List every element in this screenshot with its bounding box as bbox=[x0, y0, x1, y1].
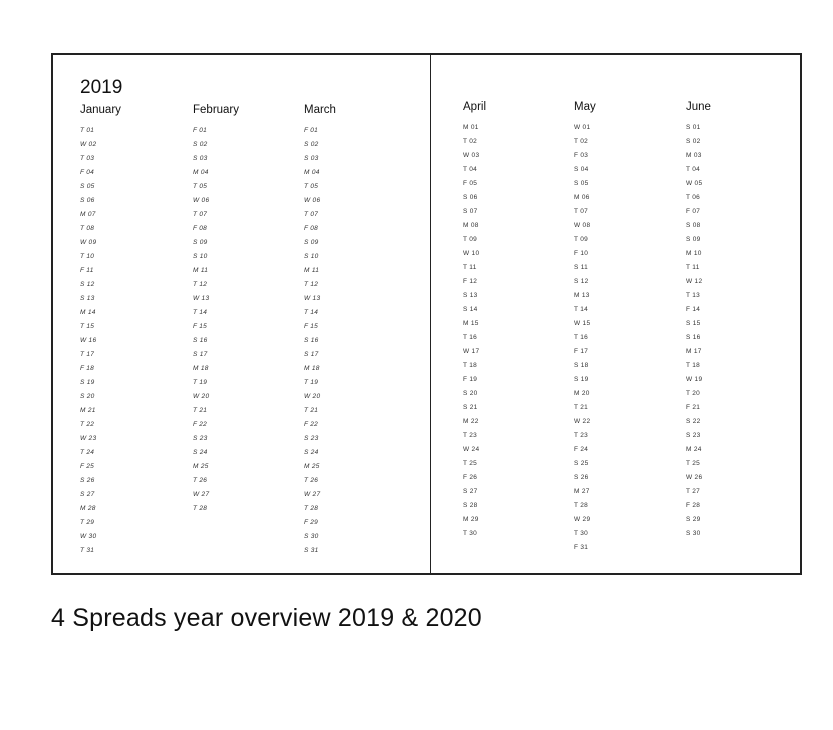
day-entry: T 19 bbox=[193, 379, 208, 386]
day-entry: S 30 bbox=[686, 530, 701, 537]
day-entry: W 22 bbox=[574, 418, 591, 425]
day-entry: F 01 bbox=[304, 127, 319, 134]
year-title: 2019 bbox=[80, 77, 123, 98]
day-entry: W 24 bbox=[463, 446, 480, 453]
day-entry: M 29 bbox=[463, 516, 479, 523]
day-entry: T 16 bbox=[463, 334, 478, 341]
day-entry: T 11 bbox=[686, 264, 700, 271]
day-entry: T 21 bbox=[574, 404, 589, 411]
day-entry: W 03 bbox=[463, 152, 480, 159]
page-fold-divider bbox=[430, 55, 431, 573]
month-column bbox=[193, 104, 303, 516]
day-entry: S 10 bbox=[193, 253, 208, 260]
month-name: February bbox=[193, 104, 240, 116]
day-entry: S 18 bbox=[574, 362, 589, 369]
day-entry: W 15 bbox=[574, 320, 591, 327]
day-entry: F 31 bbox=[574, 544, 589, 551]
day-entry: T 28 bbox=[193, 505, 208, 512]
day-entry: S 26 bbox=[80, 477, 95, 484]
day-entry: S 15 bbox=[686, 320, 701, 327]
day-entry: T 15 bbox=[80, 323, 95, 330]
day-entry: W 09 bbox=[80, 239, 97, 246]
month-column bbox=[574, 101, 684, 555]
day-entry: S 20 bbox=[463, 390, 478, 397]
month-column bbox=[463, 101, 573, 541]
day-entry: T 01 bbox=[80, 127, 95, 134]
month-name: June bbox=[686, 101, 711, 113]
day-entry: T 30 bbox=[574, 530, 589, 537]
day-entry: W 10 bbox=[463, 250, 480, 257]
day-entry: S 14 bbox=[463, 306, 478, 313]
day-entry: M 21 bbox=[80, 407, 96, 414]
day-entry: F 15 bbox=[304, 323, 319, 330]
day-entry: M 25 bbox=[193, 463, 209, 470]
day-entry: S 02 bbox=[686, 138, 701, 145]
day-entry: S 04 bbox=[574, 166, 589, 173]
day-entry: T 21 bbox=[304, 407, 319, 414]
day-entry: F 03 bbox=[574, 152, 589, 159]
day-entry: F 21 bbox=[686, 404, 701, 411]
day-entry: F 08 bbox=[193, 225, 208, 232]
day-entry: W 17 bbox=[463, 348, 480, 355]
day-entry: F 11 bbox=[80, 267, 94, 274]
day-entry: T 14 bbox=[193, 309, 208, 316]
day-entry: M 14 bbox=[80, 309, 96, 316]
day-entry: S 19 bbox=[80, 379, 95, 386]
day-entry: T 28 bbox=[574, 502, 589, 509]
day-entry: T 23 bbox=[574, 432, 589, 439]
day-entry: M 04 bbox=[304, 169, 320, 176]
day-entry: S 16 bbox=[193, 337, 208, 344]
day-entry: M 07 bbox=[80, 211, 96, 218]
day-entry: T 05 bbox=[304, 183, 319, 190]
day-entry: W 06 bbox=[193, 197, 210, 204]
day-entry: M 01 bbox=[463, 124, 479, 131]
day-entry: T 07 bbox=[193, 211, 208, 218]
day-entry: S 31 bbox=[304, 547, 319, 554]
day-list bbox=[304, 124, 414, 558]
day-entry: M 25 bbox=[304, 463, 320, 470]
day-entry: M 04 bbox=[193, 169, 209, 176]
month-name: January bbox=[80, 104, 121, 116]
day-list bbox=[80, 124, 190, 558]
day-entry: T 09 bbox=[574, 236, 589, 243]
day-entry: S 28 bbox=[463, 502, 478, 509]
day-entry: T 07 bbox=[304, 211, 319, 218]
day-entry: T 03 bbox=[80, 155, 95, 162]
day-entry: M 13 bbox=[574, 292, 590, 299]
month-name: March bbox=[304, 104, 336, 116]
day-entry: T 30 bbox=[463, 530, 478, 537]
day-entry: W 13 bbox=[304, 295, 321, 302]
day-entry: M 20 bbox=[574, 390, 590, 397]
day-entry: S 23 bbox=[686, 432, 701, 439]
day-entry: W 12 bbox=[686, 278, 703, 285]
day-entry: F 05 bbox=[463, 180, 478, 187]
day-entry: S 08 bbox=[686, 222, 701, 229]
day-entry: F 18 bbox=[80, 365, 95, 372]
day-entry: T 11 bbox=[463, 264, 477, 271]
day-entry: T 28 bbox=[304, 505, 319, 512]
day-entry: F 28 bbox=[686, 502, 701, 509]
day-entry: T 10 bbox=[80, 253, 95, 260]
day-entry: S 17 bbox=[304, 351, 319, 358]
day-entry: W 26 bbox=[686, 474, 703, 481]
day-entry: M 15 bbox=[463, 320, 479, 327]
day-entry: W 27 bbox=[304, 491, 321, 498]
day-entry: T 09 bbox=[463, 236, 478, 243]
day-entry: F 29 bbox=[304, 519, 319, 526]
day-entry: S 09 bbox=[304, 239, 319, 246]
day-entry: S 13 bbox=[80, 295, 95, 302]
day-entry: S 23 bbox=[304, 435, 319, 442]
day-entry: T 25 bbox=[463, 460, 478, 467]
calendar-spread bbox=[51, 53, 802, 575]
day-entry: F 01 bbox=[193, 127, 208, 134]
day-entry: S 01 bbox=[686, 124, 701, 131]
day-entry: T 02 bbox=[574, 138, 589, 145]
day-entry: S 22 bbox=[686, 418, 701, 425]
day-entry: S 06 bbox=[463, 194, 478, 201]
day-entry: F 26 bbox=[463, 474, 478, 481]
day-entry: T 12 bbox=[304, 281, 319, 288]
day-entry: S 03 bbox=[193, 155, 208, 162]
day-entry: T 02 bbox=[463, 138, 478, 145]
day-entry: F 04 bbox=[80, 169, 95, 176]
day-entry: T 25 bbox=[686, 460, 701, 467]
day-entry: T 18 bbox=[463, 362, 478, 369]
day-entry: S 02 bbox=[304, 141, 319, 148]
day-entry: T 07 bbox=[574, 208, 589, 215]
day-list bbox=[574, 121, 684, 555]
day-entry: T 21 bbox=[193, 407, 208, 414]
day-entry: S 05 bbox=[574, 180, 589, 187]
caption: 4 Spreads year overview 2019 & 2020 bbox=[51, 604, 482, 632]
day-entry: S 21 bbox=[463, 404, 478, 411]
day-entry: S 05 bbox=[80, 183, 95, 190]
day-entry: F 22 bbox=[304, 421, 319, 428]
day-entry: W 08 bbox=[574, 222, 591, 229]
day-entry: W 30 bbox=[80, 533, 97, 540]
day-entry: M 06 bbox=[574, 194, 590, 201]
day-entry: T 18 bbox=[686, 362, 701, 369]
day-entry: T 17 bbox=[80, 351, 95, 358]
month-name: April bbox=[463, 101, 487, 113]
day-entry: F 22 bbox=[193, 421, 208, 428]
day-entry: S 24 bbox=[193, 449, 208, 456]
month-column bbox=[80, 104, 190, 558]
day-entry: F 08 bbox=[304, 225, 319, 232]
day-entry: S 26 bbox=[574, 474, 589, 481]
day-entry: S 19 bbox=[574, 376, 589, 383]
day-entry: S 16 bbox=[686, 334, 701, 341]
day-entry: M 18 bbox=[193, 365, 209, 372]
day-entry: W 01 bbox=[574, 124, 591, 131]
day-entry: T 19 bbox=[304, 379, 319, 386]
day-entry: M 22 bbox=[463, 418, 479, 425]
day-entry: W 29 bbox=[574, 516, 591, 523]
day-entry: S 17 bbox=[193, 351, 208, 358]
day-entry: T 20 bbox=[686, 390, 701, 397]
day-entry: S 13 bbox=[463, 292, 478, 299]
day-entry: M 24 bbox=[686, 446, 702, 453]
day-entry: F 15 bbox=[193, 323, 208, 330]
day-entry: T 08 bbox=[80, 225, 95, 232]
month-name: May bbox=[574, 101, 596, 113]
day-entry: T 26 bbox=[193, 477, 208, 484]
day-entry: T 12 bbox=[193, 281, 208, 288]
month-column bbox=[304, 104, 414, 558]
day-entry: T 27 bbox=[686, 488, 701, 495]
day-entry: S 12 bbox=[80, 281, 95, 288]
day-entry: S 09 bbox=[686, 236, 701, 243]
day-entry: T 31 bbox=[80, 547, 95, 554]
day-entry: S 16 bbox=[304, 337, 319, 344]
day-entry: W 05 bbox=[686, 180, 703, 187]
day-entry: W 20 bbox=[193, 393, 210, 400]
day-entry: T 14 bbox=[304, 309, 319, 316]
day-entry: W 16 bbox=[80, 337, 97, 344]
day-list bbox=[463, 121, 573, 541]
day-entry: F 10 bbox=[574, 250, 589, 257]
day-entry: T 05 bbox=[193, 183, 208, 190]
day-entry: S 06 bbox=[80, 197, 95, 204]
day-entry: S 03 bbox=[304, 155, 319, 162]
day-entry: S 27 bbox=[80, 491, 95, 498]
day-entry: T 16 bbox=[574, 334, 589, 341]
day-entry: M 17 bbox=[686, 348, 702, 355]
day-entry: S 10 bbox=[304, 253, 319, 260]
day-entry: W 19 bbox=[686, 376, 703, 383]
day-entry: W 06 bbox=[304, 197, 321, 204]
day-entry: S 07 bbox=[463, 208, 478, 215]
day-entry: S 25 bbox=[574, 460, 589, 467]
day-list bbox=[686, 121, 796, 541]
day-entry: T 29 bbox=[80, 519, 95, 526]
day-entry: M 11 bbox=[193, 267, 209, 274]
day-entry: S 02 bbox=[193, 141, 208, 148]
day-entry: M 03 bbox=[686, 152, 702, 159]
day-entry: S 12 bbox=[574, 278, 589, 285]
day-entry: M 27 bbox=[574, 488, 590, 495]
day-entry: S 09 bbox=[193, 239, 208, 246]
day-entry: M 18 bbox=[304, 365, 320, 372]
day-entry: M 11 bbox=[304, 267, 320, 274]
day-entry: F 12 bbox=[463, 278, 478, 285]
day-entry: M 08 bbox=[463, 222, 479, 229]
day-entry: F 19 bbox=[463, 376, 478, 383]
month-column bbox=[686, 101, 796, 541]
day-entry: W 02 bbox=[80, 141, 97, 148]
day-entry: T 14 bbox=[574, 306, 589, 313]
day-entry: W 23 bbox=[80, 435, 97, 442]
day-entry: T 22 bbox=[80, 421, 95, 428]
day-entry: S 23 bbox=[193, 435, 208, 442]
day-entry: S 20 bbox=[80, 393, 95, 400]
day-entry: S 24 bbox=[304, 449, 319, 456]
day-entry: T 04 bbox=[463, 166, 478, 173]
day-entry: T 13 bbox=[686, 292, 701, 299]
day-entry: S 29 bbox=[686, 516, 701, 523]
day-entry: M 28 bbox=[80, 505, 96, 512]
day-entry: M 10 bbox=[686, 250, 702, 257]
day-entry: T 06 bbox=[686, 194, 701, 201]
day-list bbox=[193, 124, 303, 516]
day-entry: W 20 bbox=[304, 393, 321, 400]
day-entry: S 27 bbox=[463, 488, 478, 495]
day-entry: F 07 bbox=[686, 208, 701, 215]
day-entry: S 30 bbox=[304, 533, 319, 540]
day-entry: T 26 bbox=[304, 477, 319, 484]
day-entry: T 24 bbox=[80, 449, 95, 456]
day-entry: F 17 bbox=[574, 348, 589, 355]
day-entry: W 27 bbox=[193, 491, 210, 498]
day-entry: F 14 bbox=[686, 306, 701, 313]
day-entry: T 04 bbox=[686, 166, 701, 173]
day-entry: T 23 bbox=[463, 432, 478, 439]
day-entry: F 25 bbox=[80, 463, 95, 470]
day-entry: W 13 bbox=[193, 295, 210, 302]
day-entry: S 11 bbox=[574, 264, 589, 271]
day-entry: F 24 bbox=[574, 446, 589, 453]
